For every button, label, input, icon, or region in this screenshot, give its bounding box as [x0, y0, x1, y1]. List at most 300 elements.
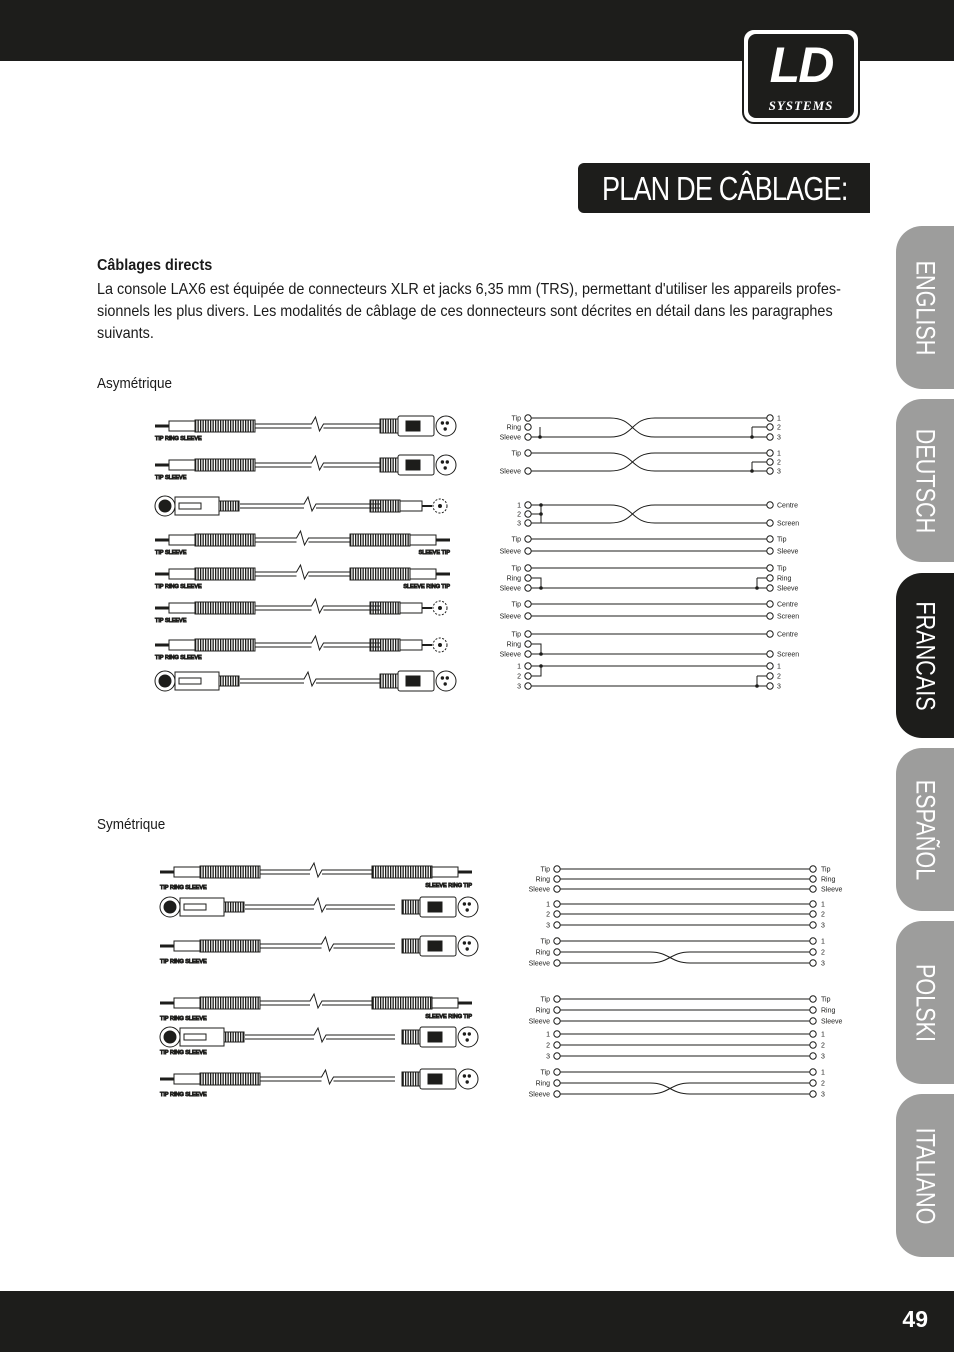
pin-terminal: [554, 1018, 560, 1024]
pin-terminal: [810, 901, 816, 907]
xlr-face-inner: [159, 675, 171, 687]
jack-body: [174, 998, 200, 1008]
pin-label: Sleeve: [528, 886, 550, 894]
pin-terminal: [554, 1053, 560, 1059]
pin-terminal: [810, 1053, 816, 1059]
xlr-grip: [428, 941, 442, 951]
sym-cable-left-label: TIP RING SLEEVE: [160, 959, 207, 965]
pin-label: Sleeve: [499, 468, 521, 476]
cable-line: [255, 599, 380, 613]
pin-terminal: [767, 548, 773, 554]
pin-label: Sleeve: [777, 585, 799, 593]
pin-label: 2: [821, 1080, 825, 1088]
logo-ld-text: LD: [769, 37, 833, 93]
pin-label: Sleeve: [499, 434, 521, 442]
pin-terminal: [767, 468, 773, 474]
asym-cable: [155, 565, 450, 590]
xlr-pin: [466, 948, 468, 950]
xlr-face-inner: [164, 1031, 176, 1043]
pin-label: 2: [821, 1042, 825, 1050]
pin-label: 3: [517, 683, 521, 691]
pin-label: 3: [517, 520, 521, 528]
pin-terminal: [767, 651, 773, 657]
wire: [531, 418, 767, 437]
wire: [541, 505, 767, 523]
pin-label: Centre: [777, 601, 799, 609]
pin-terminal: [767, 459, 773, 465]
pin-terminal: [525, 548, 531, 554]
pin-label: Ring: [506, 575, 521, 583]
rca-body: [400, 640, 422, 650]
pin-label: 2: [821, 911, 825, 919]
tab-label: POLSKI: [910, 963, 941, 1042]
jack-body: [169, 569, 195, 579]
xlr-body: [175, 672, 219, 690]
pin-terminal: [810, 1080, 816, 1086]
wire: [560, 1083, 810, 1094]
xlr-latch: [184, 904, 206, 910]
pin-label: Sleeve: [528, 1018, 550, 1026]
junction-dot: [755, 684, 759, 688]
jack-coil: [200, 1073, 260, 1085]
pin-terminal: [554, 886, 560, 892]
xlr-pin: [446, 677, 448, 679]
sym-cable-left-label: TIP RING SLEEVE: [160, 885, 207, 891]
jack-body: [174, 941, 200, 951]
rca-coil: [370, 602, 400, 614]
pin-label: Sleeve: [499, 651, 521, 659]
xlr-body: [180, 1028, 224, 1046]
pin-terminal: [767, 434, 773, 440]
asym-cable-left-label: TIP SLEEVE: [155, 475, 187, 481]
tab-polski[interactable]: [896, 921, 954, 1084]
pin-label: 2: [777, 459, 781, 467]
pin-label: 1: [777, 450, 781, 458]
asym-cable: [155, 455, 456, 481]
pin-terminal: [767, 575, 773, 581]
jack-coil: [195, 420, 255, 432]
xlr-face: [458, 936, 478, 956]
pin-label: Sleeve: [777, 548, 799, 556]
junction-dot: [538, 435, 542, 439]
junction-dot: [539, 664, 543, 668]
pin-terminal: [767, 520, 773, 526]
rca-pin: [439, 607, 442, 610]
xlr-face: [458, 1027, 478, 1047]
xlr-grip: [428, 902, 442, 912]
asym-cable-left-label: TIP RING SLEEVE: [155, 436, 202, 442]
pin-label: Tip: [540, 938, 550, 946]
wire: [531, 666, 767, 686]
cable-line: [255, 417, 380, 431]
pin-terminal: [810, 866, 816, 872]
pin-terminal: [554, 1042, 560, 1048]
rca-body: [400, 501, 422, 511]
symmetric-label: Symétrique: [97, 816, 166, 833]
wire: [560, 952, 810, 963]
asym-cable: [155, 671, 456, 691]
sym-schematics: [529, 866, 843, 1099]
xlr-pin: [466, 1039, 468, 1041]
pin-terminal: [525, 585, 531, 591]
pin-terminal: [525, 565, 531, 571]
pin-terminal: [767, 673, 773, 679]
pin-label: Ring: [506, 641, 521, 649]
pin-terminal: [810, 1018, 816, 1024]
section-title: Câblages directs: [97, 257, 213, 274]
wire: [531, 453, 767, 471]
pin-label: Tip: [511, 601, 521, 609]
jack-body: [410, 569, 436, 579]
pin-label: 1: [821, 901, 825, 909]
xlr-face-inner: [164, 901, 176, 913]
tab-label: DEUTSCH: [910, 428, 941, 533]
pin-terminal: [554, 960, 560, 966]
pin-label: Tip: [540, 1069, 550, 1077]
pin-label: Ring: [821, 876, 836, 884]
pin-terminal: [810, 949, 816, 955]
pin-label: Ring: [535, 876, 550, 884]
xlr-pin: [463, 942, 465, 944]
xlr-body: [175, 497, 219, 515]
pin-label: Sleeve: [499, 548, 521, 556]
wire: [531, 634, 767, 654]
page-number: 49: [902, 1306, 928, 1332]
jack-body: [174, 1074, 200, 1084]
xlr-face: [160, 897, 180, 917]
pin-terminal: [554, 876, 560, 882]
jack-coil: [195, 568, 255, 580]
wire: [531, 539, 767, 551]
pin-terminal: [767, 585, 773, 591]
pin-terminal: [554, 938, 560, 944]
pin-terminal: [767, 536, 773, 542]
pin-label: Screen: [777, 613, 800, 621]
xlr-body: [180, 898, 224, 916]
asym-cable-left-label: TIP RING SLEEVE: [155, 655, 202, 661]
xlr-face: [155, 496, 175, 516]
cable-line: [260, 994, 372, 1008]
jack-body: [410, 535, 436, 545]
junction-dot: [750, 469, 754, 473]
xlr-latch: [184, 1034, 206, 1040]
pin-label: Sleeve: [499, 585, 521, 593]
pin-terminal: [554, 1007, 560, 1013]
pin-label: 1: [517, 663, 521, 671]
pin-terminal: [810, 911, 816, 917]
jack-coil: [350, 568, 410, 580]
pin-label: Tip: [540, 866, 550, 874]
xlr-body: [398, 416, 434, 436]
xlr-strain-relief: [402, 939, 420, 953]
rca-face: [433, 499, 447, 513]
jack-coil: [350, 534, 410, 546]
xlr-body: [420, 1069, 456, 1089]
tab-espanol[interactable]: [896, 748, 954, 911]
jack-body: [169, 460, 195, 470]
asym-schematics: [500, 415, 800, 691]
pin-label: 3: [821, 1053, 825, 1061]
jack-coil: [372, 866, 432, 878]
xlr-pin: [446, 422, 448, 424]
jack-body: [432, 998, 458, 1008]
pin-terminal: [554, 1069, 560, 1075]
xlr-face: [436, 455, 456, 475]
pin-label: Centre: [777, 631, 799, 639]
xlr-strain-relief: [380, 419, 398, 433]
pin-label: Centre: [777, 502, 799, 510]
jack-coil: [195, 602, 255, 614]
wire: [531, 604, 767, 616]
pin-label: 1: [777, 415, 781, 423]
rca-coil: [370, 639, 400, 651]
pin-terminal: [554, 1091, 560, 1097]
junction-dot: [539, 652, 543, 656]
asym-cable-left-label: TIP SLEEVE: [155, 550, 187, 556]
jack-coil: [195, 639, 255, 651]
jack-body: [169, 603, 195, 613]
xlr-grip: [406, 421, 420, 431]
pin-label: Sleeve: [528, 960, 550, 968]
pin-terminal: [767, 613, 773, 619]
xlr-pin: [441, 461, 443, 463]
pin-terminal: [525, 536, 531, 542]
asym-cable-left-label: TIP SLEEVE: [155, 618, 187, 624]
pin-label: Tip: [511, 631, 521, 639]
pin-label: 3: [777, 434, 781, 442]
pin-label: Ring: [535, 1080, 550, 1088]
xlr-strain-relief: [219, 501, 239, 511]
wire: [531, 568, 767, 588]
pin-terminal: [810, 1091, 816, 1097]
asym-cable-right-label: SLEEVE RING TIP: [403, 584, 450, 590]
wire: [531, 578, 767, 588]
cable-line: [240, 672, 380, 686]
pin-label: 1: [821, 1069, 825, 1077]
xlr-pin: [444, 428, 446, 430]
xlr-face: [458, 1069, 478, 1089]
tab-italiano[interactable]: [896, 1094, 954, 1257]
logo-systems-text: SYSTEMS: [768, 98, 834, 113]
jack-body: [169, 640, 195, 650]
xlr-pin: [466, 1081, 468, 1083]
pin-label: Ring: [821, 1007, 836, 1015]
tab-label: ENGLISH: [910, 260, 941, 355]
pin-label: 1: [821, 938, 825, 946]
cable-line: [260, 1070, 395, 1084]
rca-body: [400, 603, 422, 613]
pin-terminal: [810, 876, 816, 882]
xlr-pin: [444, 467, 446, 469]
pin-terminal: [554, 911, 560, 917]
asym-cable: [155, 416, 456, 442]
pin-label: Tip: [511, 415, 521, 423]
pin-label: Screen: [777, 520, 800, 528]
xlr-face: [436, 671, 456, 691]
asym-cable: [155, 636, 447, 661]
tab-label: ESPAÑOL: [910, 779, 941, 880]
pin-terminal: [554, 866, 560, 872]
cable-line: [255, 456, 380, 470]
xlr-body: [420, 1027, 456, 1047]
pin-label: 3: [821, 960, 825, 968]
pin-label: Tip: [777, 565, 787, 573]
page-title-box: [578, 163, 870, 213]
pin-terminal: [554, 1031, 560, 1037]
pin-terminal: [767, 631, 773, 637]
junction-dot: [750, 435, 754, 439]
xlr-strain-relief: [380, 458, 398, 472]
page-title: PLAN DE CÂBLAGE:: [602, 170, 848, 207]
pin-terminal: [767, 663, 773, 669]
pin-label: Sleeve: [499, 613, 521, 621]
pin-terminal: [767, 450, 773, 456]
rca-coil: [370, 500, 400, 512]
pin-label: 2: [777, 673, 781, 681]
tab-deutsch[interactable]: [896, 399, 954, 562]
cable-line: [255, 636, 380, 650]
section-body: La console LAX6 est équipée de connecteurs XLR et jacks 6,35 mm (TRS), permettant d'utiliser les appareils profes-sionnels les plus divers. Les modalités de câblage de ces donnecteurs sont décrites en détail dans les paragraphes suivants.: [97, 281, 841, 342]
cable-line: [255, 531, 350, 545]
xlr-pin: [468, 903, 470, 905]
sym-cable-right-label: SLEEVE RING TIP: [425, 883, 472, 889]
cable-line: [255, 565, 350, 579]
tab-english[interactable]: [896, 226, 954, 389]
pin-terminal: [525, 651, 531, 657]
jack-coil: [372, 997, 432, 1009]
pin-terminal: [810, 1031, 816, 1037]
xlr-body: [398, 671, 434, 691]
asym-cable: [155, 496, 447, 516]
sym-cable: [160, 863, 472, 891]
pin-label: Tip: [511, 536, 521, 544]
pin-label: Tip: [821, 996, 831, 1004]
jack-body: [169, 421, 195, 431]
wire: [531, 418, 752, 437]
pin-label: Sleeve: [528, 1091, 550, 1099]
junction-dot: [539, 503, 543, 507]
rca-face: [433, 601, 447, 615]
pin-label: Ring: [777, 575, 792, 583]
pin-terminal: [525, 631, 531, 637]
pin-terminal: [525, 673, 531, 679]
xlr-grip: [428, 1032, 442, 1042]
jack-coil: [200, 997, 260, 1009]
sym-cable-right-label: SLEEVE RING TIP: [425, 1014, 472, 1020]
xlr-pin: [444, 683, 446, 685]
jack-coil: [200, 940, 260, 952]
pin-label: 1: [517, 502, 521, 510]
xlr-pin: [441, 677, 443, 679]
rca-face: [433, 638, 447, 652]
pin-label: Tip: [540, 996, 550, 1004]
wire: [541, 505, 767, 523]
pin-terminal: [525, 434, 531, 440]
pin-terminal: [525, 415, 531, 421]
xlr-grip: [406, 460, 420, 470]
pin-label: Tip: [511, 565, 521, 573]
pin-label: 3: [821, 1091, 825, 1099]
xlr-face: [458, 897, 478, 917]
pin-terminal: [554, 996, 560, 1002]
pin-label: 2: [777, 424, 781, 432]
pin-terminal: [554, 1080, 560, 1086]
pin-terminal: [525, 511, 531, 517]
pin-terminal: [810, 886, 816, 892]
pin-terminal: [767, 424, 773, 430]
pin-label: 3: [777, 683, 781, 691]
sym-cable: [160, 936, 478, 965]
sym-cable: [160, 994, 472, 1022]
pin-label: 1: [546, 1031, 550, 1039]
wire: [531, 453, 752, 471]
rca-pin: [439, 644, 442, 647]
jack-coil: [200, 866, 260, 878]
sym-cable-left-label: TIP RING SLEEVE: [160, 1092, 207, 1098]
pin-terminal: [554, 922, 560, 928]
pin-terminal: [810, 1042, 816, 1048]
cable-line: [245, 898, 395, 912]
pin-terminal: [525, 663, 531, 669]
bottom-bar: [0, 1291, 954, 1352]
pin-terminal: [767, 565, 773, 571]
pin-label: 3: [546, 922, 550, 930]
rca-pin: [439, 505, 442, 508]
pin-terminal: [554, 949, 560, 955]
xlr-pin: [466, 909, 468, 911]
pin-label: Ring: [506, 424, 521, 432]
sym-cable: [160, 1027, 478, 1056]
pin-terminal: [810, 1069, 816, 1075]
xlr-face-inner: [159, 500, 171, 512]
asym-cable-right-label: SLEEVE TIP: [418, 550, 450, 556]
pin-terminal: [767, 415, 773, 421]
pin-terminal: [525, 424, 531, 430]
tab-francais[interactable]: [896, 573, 954, 738]
wire: [560, 952, 810, 963]
xlr-body: [398, 455, 434, 475]
pin-label: 3: [821, 922, 825, 930]
xlr-body: [420, 897, 456, 917]
cable-line: [260, 863, 372, 877]
pin-label: 3: [546, 1053, 550, 1061]
pin-label: 2: [821, 949, 825, 957]
xlr-grip: [428, 1074, 442, 1084]
pin-label: Screen: [777, 651, 800, 659]
pin-terminal: [767, 502, 773, 508]
asym-cable-left-label: TIP RING SLEEVE: [155, 584, 202, 590]
pin-terminal: [525, 575, 531, 581]
cable-line: [245, 1028, 395, 1042]
xlr-body: [420, 936, 456, 956]
pin-label: Sleeve: [821, 1018, 843, 1026]
xlr-latch: [179, 503, 201, 509]
xlr-pin: [463, 903, 465, 905]
wire: [531, 666, 767, 686]
tab-label: ITALIANO: [910, 1127, 941, 1224]
pin-terminal: [810, 996, 816, 1002]
junction-dot: [755, 586, 759, 590]
xlr-strain-relief: [224, 902, 244, 912]
xlr-pin: [446, 461, 448, 463]
cable-line: [260, 937, 395, 951]
xlr-strain-relief: [224, 1032, 244, 1042]
xlr-pin: [463, 1033, 465, 1035]
sym-cable: [160, 1069, 478, 1098]
pin-terminal: [554, 901, 560, 907]
xlr-pin: [468, 1033, 470, 1035]
pin-terminal: [810, 1007, 816, 1013]
